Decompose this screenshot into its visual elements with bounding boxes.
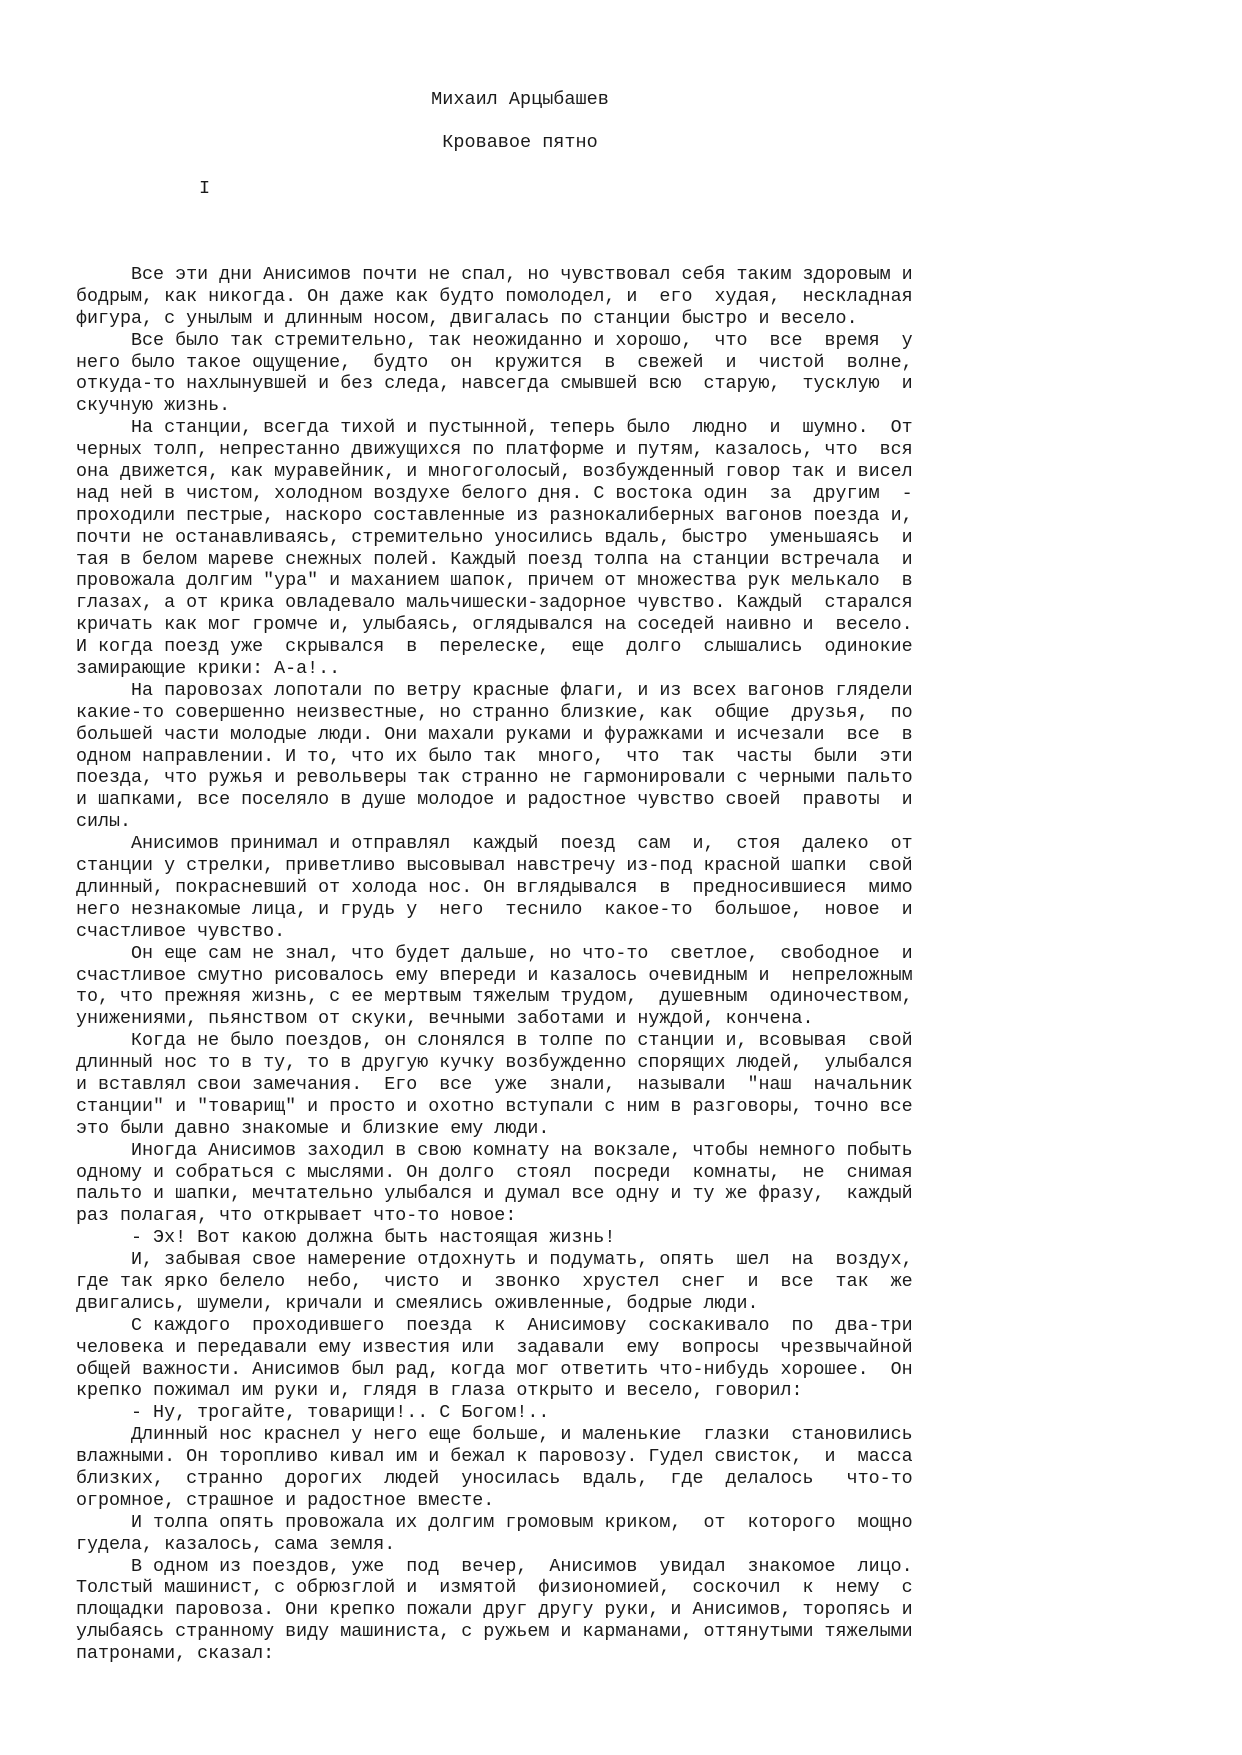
text-line: поезда, что ружья и револьверы так странно не гармонировали с черными пальто [76, 767, 913, 789]
text-line: замирающие крики: А-а!.. [76, 658, 341, 680]
text-line: станции" и "товарищ" и просто и охотно вступали с ним в разговоры, точно все [76, 1095, 913, 1117]
text-line: патронами, сказал: [76, 1643, 275, 1665]
text-line: унижениями, пьянством от скуки, вечными заботами и нуждой, кончена. [76, 1008, 814, 1030]
text-line: бодрым, как никогда. Он даже как будто помолодел, и его худая, нескладная [76, 285, 913, 307]
text-line: кричать как мог громче и, улыбаясь, оглядывался на соседей наивно и весело. [76, 614, 913, 636]
text-line: и вставлял свои замечания. Его все уже знали, называли "наш начальник [76, 1073, 913, 1095]
text-line: фигура, с унылым и длинным носом, двигалась по станции быстро и весело. [76, 307, 858, 329]
text-line: одному и собраться с мыслями. Он долго стоял посреди комнаты, не снимая [76, 1161, 913, 1183]
text-line: На паровозах лопотали по ветру красные флаги, и из всех вагонов глядели [76, 679, 913, 701]
text-line: проходили пестрые, наскоро составленные из разнокалиберных вагонов поезда и, [76, 504, 913, 526]
text-line: Иногда Анисимов заходил в свою комнату на вокзале, чтобы немного побыть [76, 1139, 913, 1161]
text-line: она движется, как муравейник, и многоголосый, возбужденный говор так и висел [76, 461, 913, 483]
chapter-number: I [199, 178, 211, 199]
text-line: пальто и шапки, мечтательно улыбался и думал все одну и ту же фразу, каждый [76, 1183, 913, 1205]
text-line: гудела, казалось, сама земля. [76, 1533, 396, 1555]
text-line: глазах, а от крика овладевало мальчишески-задорное чувство. Каждый старался [76, 592, 913, 614]
text-line: площадки паровоза. Они крепко пожали друг другу руки, и Анисимов, торопясь и [76, 1599, 913, 1621]
text-line: Он еще сам не знал, что будет дальше, но что-то светлое, свободное и [76, 942, 913, 964]
text-line: какие-то совершенно неизвестные, но странно близкие, как общие друзья, по [76, 701, 913, 723]
text-line: длинный, покрасневший от холода нос. Он вглядывался в предносившиеся мимо [76, 876, 913, 898]
text-line: общей важности. Анисимов был рад, когда мог ответить что-нибудь хорошее. Он [76, 1358, 913, 1380]
text-line: крепко пожимал им руки и, глядя в глаза открыто и весело, говорил: [76, 1380, 803, 1402]
text-line: то, что прежняя жизнь, с ее мертвым тяжелым трудом, душевным одиночеством, [76, 986, 913, 1008]
text-line: это были давно знакомые и близкие ему люди. [76, 1117, 550, 1139]
text-line: черных толп, непрестанно движущихся по платформе и путям, казалось, что вся [76, 439, 913, 461]
text-line: тая в белом мареве снежных полей. Каждый поезд толпа на станции встречала и [76, 548, 913, 570]
text-line: большей части молодые люди. Они махали руками и фуражками и исчезали все в [76, 723, 913, 745]
text-line: и шапками, все поселяло в душе молодое и радостное чувство своей правоты и [76, 789, 913, 811]
text-line: откуда-то нахлынувшей и без следа, навсегда смывшей всю старую, тусклую и [76, 373, 913, 395]
body-text [76, 264, 1016, 1665]
text-line: счастливое смутно рисовалось ему впереди и казалось очевидным и непреложным [76, 964, 913, 986]
text-line: станции у стрелки, приветливо высовывал навстречу из-под красной шапки свой [76, 855, 913, 877]
text-line: Толстый машинист, с обрюзглой и измятой физиономией, соскочил к нему с [76, 1577, 913, 1599]
text-line: провожала долгим "ура" и маханием шапок, причем от множества рук мелькало в [76, 570, 913, 592]
text-line: почти не останавливаясь, стремительно уносились вдаль, быстро уменьшаясь и [76, 526, 913, 548]
text-line: силы. [76, 811, 132, 833]
text-line: влажными. Он торопливо кивал им и бежал к паровозу. Гудел свисток, и масса [76, 1446, 913, 1468]
text-line: И толпа опять провожала их долгим громовым криком, от которого мощно [76, 1511, 913, 1533]
text-line: него незнакомые лица, и грудь у него теснило какое-то большое, новое и [76, 898, 913, 920]
text-line: И, забывая свое намерение отдохнуть и подумать, опять шел на воздух, [76, 1249, 913, 1271]
text-line: раз полагая, что открывает что-то новое: [76, 1205, 517, 1227]
text-line: скучную жизнь. [76, 395, 231, 417]
text-line: где так ярко белело небо, чисто и звонко хрустел снег и все так же [76, 1270, 913, 1292]
text-line: счастливое чувство. [76, 920, 286, 942]
story-title: Кровавое пятно [442, 132, 598, 153]
text-line: него было такое ощущение, будто он кружится в свежей и чистой волне, [76, 351, 913, 373]
text-line: одном направлении. И то, что их было так много, что так часты были эти [76, 745, 913, 767]
text-line: На станции, всегда тихой и пустынной, теперь было людно и шумно. От [76, 417, 913, 439]
text-line: Все было так стремительно, так неожиданно и хорошо, что все время у [76, 329, 913, 351]
text-line: С каждого проходившего поезда к Анисимову соскакивало по два-три [76, 1314, 913, 1336]
text-line: огромное, страшное и радостное вместе. [76, 1489, 495, 1511]
text-line: длинный нос то в ту, то в другую кучку возбужденно спорящих людей, улыбался [76, 1052, 913, 1074]
text-line: - Ну, трогайте, товарищи!.. С Богом!.. [76, 1402, 550, 1424]
text-line: двигались, шумели, кричали и смеялись оживленные, бодрые люди. [76, 1292, 759, 1314]
text-line: И когда поезд уже скрывался в перелеске, еще долго слышались одинокие [76, 636, 913, 658]
text-line: близких, странно дорогих людей уносилась вдаль, где делалось что-то [76, 1467, 913, 1489]
author-name: Михаил Арцыбашев [431, 89, 609, 110]
text-line: В одном из поездов, уже под вечер, Анисимов увидал знакомое лицо. [76, 1555, 913, 1577]
text-line: - Эх! Вот какою должна быть настоящая жизнь! [76, 1227, 616, 1249]
text-line: Анисимов принимал и отправлял каждый поезд сам и, стоя далеко от [76, 833, 913, 855]
text-line: человека и передавали ему известия или задавали ему вопросы чрезвычайной [76, 1336, 913, 1358]
text-line: над ней в чистом, холодном воздухе белого дня. С востока один за другим - [76, 482, 913, 504]
text-line: Когда не было поездов, он слонялся в толпе по станции и, всовывая свой [76, 1030, 913, 1052]
text-line: Длинный нос краснел у него еще больше, и маленькие глазки становились [76, 1424, 913, 1446]
text-line: Все эти дни Анисимов почти не спал, но чувствовал себя таким здоровым и [76, 264, 913, 285]
text-line: улыбаясь странному виду машиниста, с ружьем и карманами, оттянутыми тяжелыми [76, 1621, 913, 1643]
